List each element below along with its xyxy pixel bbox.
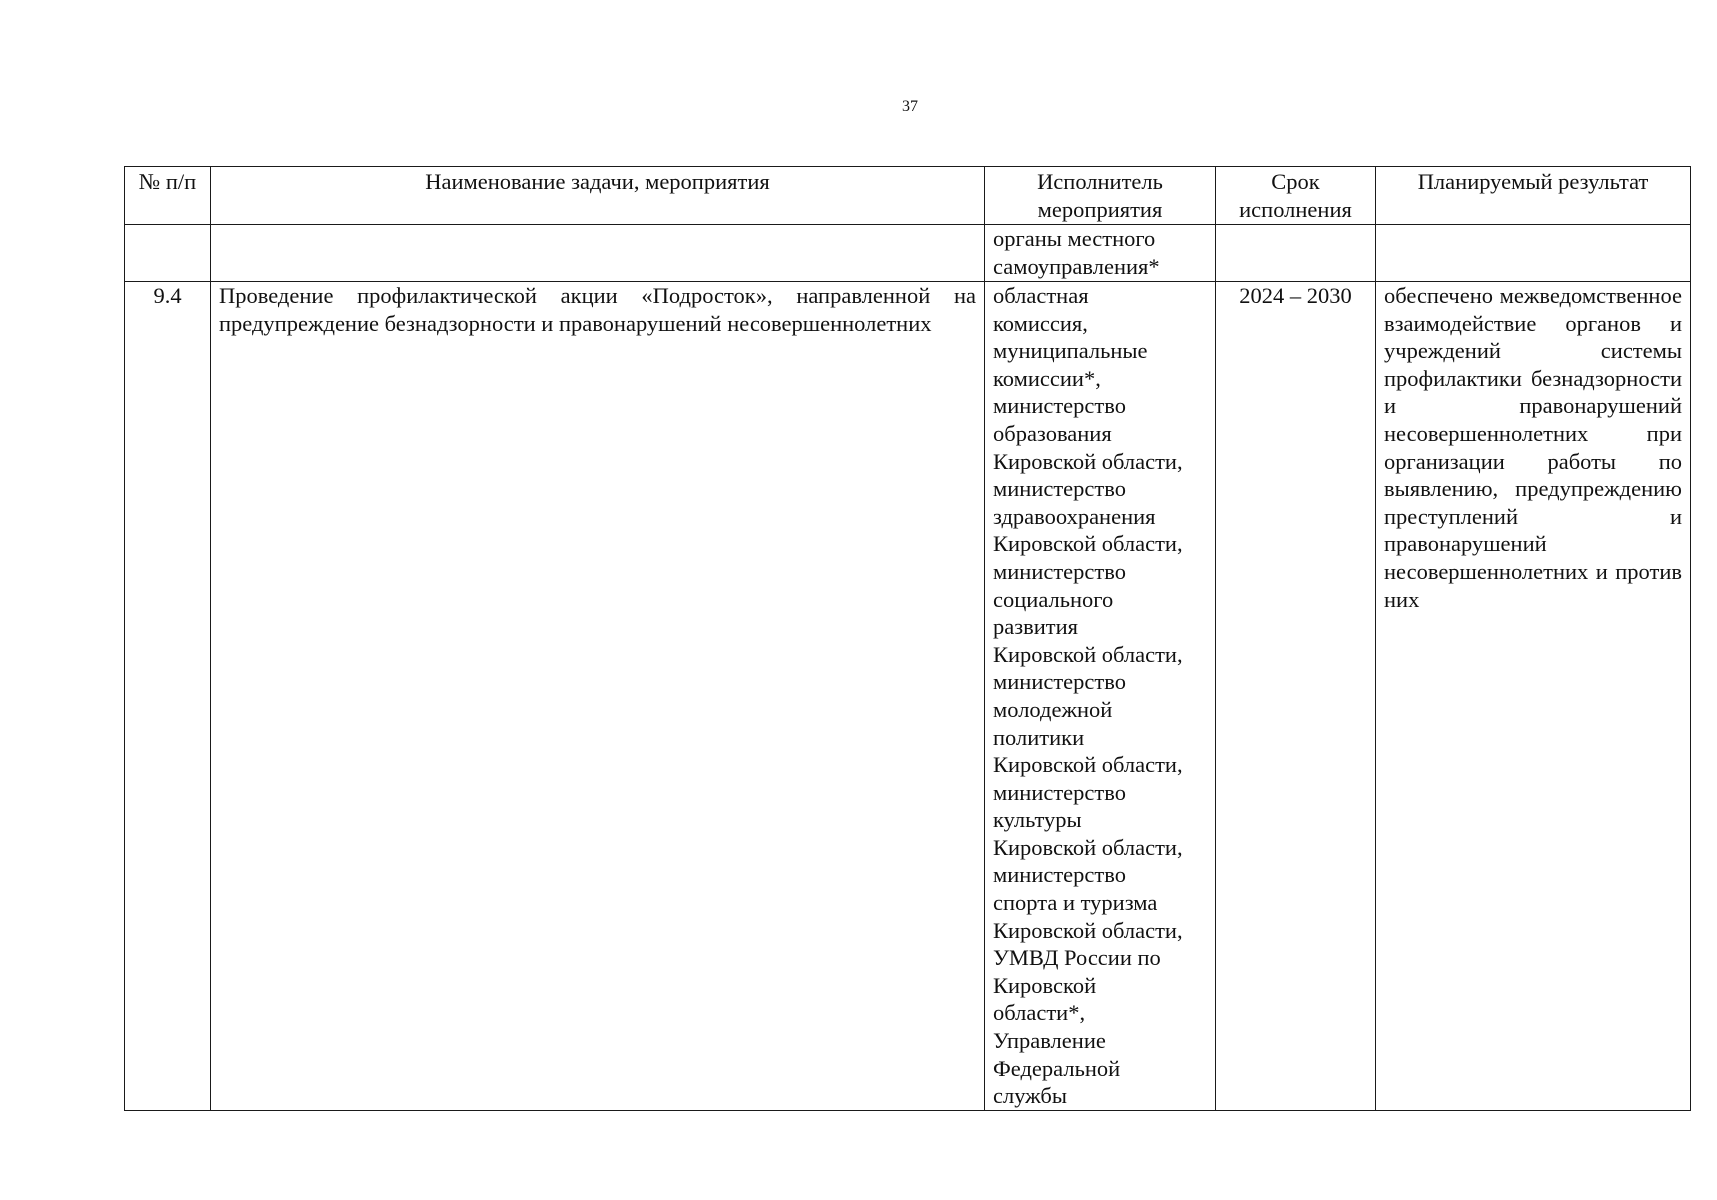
executor-line: Кировской: [993, 972, 1097, 998]
executor-line: комиссии*,: [993, 365, 1101, 391]
executor-line: Кировской области,: [993, 641, 1183, 667]
executor-line: УМВД России по: [993, 945, 1161, 971]
executor-line: министерство: [993, 669, 1126, 695]
executor-line: Кировской области,: [993, 531, 1183, 557]
row-num: 9.4: [125, 282, 211, 1111]
executor-line: Управление: [993, 1028, 1106, 1054]
executor-line: политики: [993, 724, 1085, 750]
row-task-name: Проведение профилактической акции «Подросток», направленной на предупреждение безнадзорности и правонарушений несовершеннолетних: [211, 282, 985, 1111]
executor-line: министерство: [993, 862, 1126, 888]
executor-line: министерство: [993, 779, 1126, 805]
executor-line: службы: [993, 1083, 1067, 1109]
cont-result-cell: [1376, 225, 1691, 282]
executor-line: муниципальные: [993, 338, 1148, 364]
executor-line: областная: [993, 283, 1089, 308]
executor-line: министерство: [993, 476, 1126, 502]
header-result: Планируемый результат: [1376, 167, 1691, 225]
header-name: Наименование задачи, мероприятия: [211, 167, 985, 225]
executor-line: образования: [993, 420, 1112, 446]
executor-line: комиссия,: [993, 310, 1088, 336]
row-result: обеспечено межведомственное взаимодействие органов и учреждений системы профилактики безнадзорности и правонарушений несовершеннолетних при организации работы по выявлению, предупреждению преступлений и правонарушений несовершеннолетних и против них: [1376, 282, 1691, 1111]
cont-name-cell: [211, 225, 985, 282]
executor-line: Федеральной: [993, 1055, 1121, 1081]
executor-line: Кировской области,: [993, 448, 1183, 474]
executor-line: министерство: [993, 393, 1126, 419]
row-term: 2024 – 2030: [1216, 282, 1376, 1111]
executor-line: молодежной: [993, 696, 1113, 722]
header-num: № п/п: [125, 167, 211, 225]
table-header-row: [125, 167, 1691, 225]
executor-line: Кировской области,: [993, 917, 1183, 943]
cont-term-cell: [1216, 225, 1376, 282]
header-term: Срок исполнения: [1216, 167, 1376, 225]
executor-line: здравоохранения: [993, 503, 1156, 529]
table-row-continuation: [125, 225, 1691, 282]
cont-num-cell: [125, 225, 211, 282]
cont-executor-cell: органы местного самоуправления*: [985, 225, 1216, 282]
executor-line: области*,: [993, 1000, 1086, 1026]
header-executor: Исполнитель мероприятия: [985, 167, 1216, 225]
table-row-9-4: [125, 282, 1691, 1111]
executor-line: министерство: [993, 558, 1126, 584]
executor-line: Кировской области,: [993, 752, 1183, 778]
executor-line: социального: [993, 586, 1114, 612]
executor-line: культуры: [993, 807, 1082, 833]
executor-line: спорта и туризма: [993, 890, 1158, 916]
activities-table: [124, 166, 1691, 1111]
row-executor: [985, 282, 1216, 1111]
executor-line: Кировской области,: [993, 834, 1183, 860]
executor-line: развития: [993, 614, 1079, 640]
page-number: 37: [902, 98, 918, 115]
